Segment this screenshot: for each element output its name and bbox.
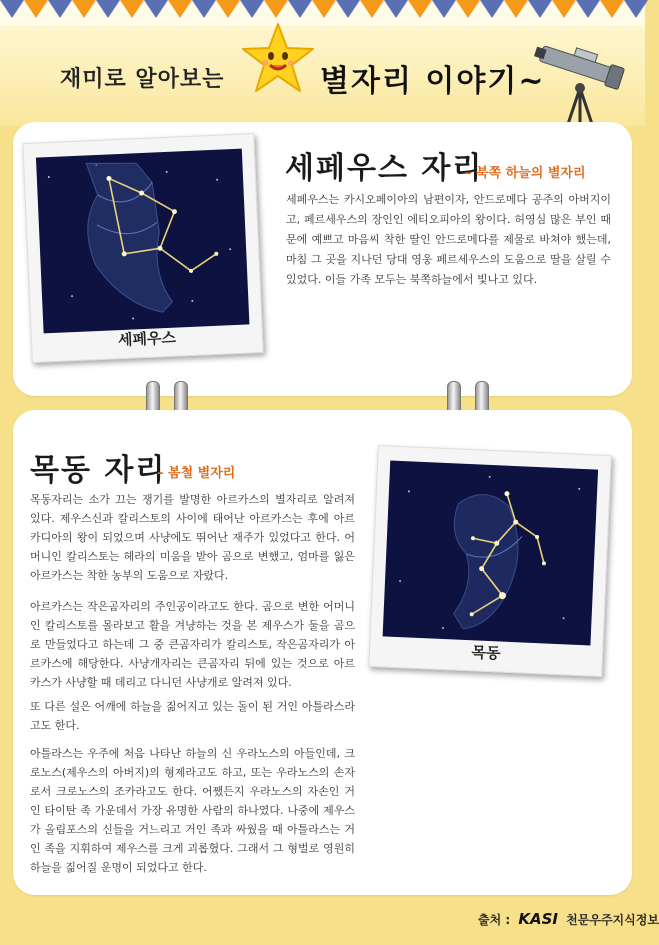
bunting-flag — [120, 0, 144, 18]
bootes-constellation-image — [383, 461, 598, 646]
bunting-flag — [504, 0, 528, 18]
bunting-flag — [360, 0, 384, 18]
bootes-paragraph-1: 목동자리는 소가 끄는 쟁기를 발명한 아르카스의 별자리로 알려져 있다. 제우스신과 칼리스토의 사이에 태어난 아르카스는 후에 아르카디아의 왕이 되었으며 사냥에도 뛰어난 재주가 있었다고 한다. 어머니인 칼리스토는 헤라의 미움을 받아 곰으로 변했고, 엄마를 잃은 아르카스는 착한 농부의 도움으로 자랐다. — [30, 493, 355, 582]
bootes-photo-caption: 목동 — [471, 643, 501, 663]
cepheus-photo — [22, 133, 263, 363]
bootes-paragraph-4: 아틀라스는 우주에 처음 나타난 하늘의 신 우라노스의 아들인데, 크로노스(제우스의 아버지)의 형제라고도 하고, 또는 우라노스의 손자로서 크로노스의 조카라고도 한다. 어쨌든지 우라노스의 자손인 거인 타이탄 족 가운데서 가장 유명한 사람의 하나였다. 나중에 제우스가 올림포스의 신들을 거느리고 거인 족과 싸웠을 때 아틀라스는 거인 족을 지휘하여 제우스를 크게 괴롭혔다. 그래서 그 형벌로 영원히 하늘을 짊어질 운명이 되었다고 한다. — [30, 747, 355, 874]
bunting-flag — [48, 0, 72, 18]
bootes-subtitle: – 봄철 별자리 — [157, 466, 236, 481]
bunting-flag — [624, 0, 648, 18]
bootes-photo — [368, 445, 611, 677]
bunting-flag — [408, 0, 432, 18]
bunting-flag — [288, 0, 312, 18]
bunting-flag — [456, 0, 480, 18]
source-label: 출처 : — [478, 913, 511, 927]
bunting-flag — [96, 0, 120, 18]
bunting-flag — [552, 0, 576, 18]
cepheus-title: 세페우스 자리 — [285, 151, 484, 186]
bunting-flag — [240, 0, 264, 18]
source-org-name: 천문우주지식정보 — [566, 913, 659, 927]
cepheus-description: 세페우스는 카시오페이아의 남편이자, 안드로메다 공주의 아버지이고, 페르세우스의 장인인 에티오피아의 왕이다. 허영심 많은 부인 때문에 예쁘고 마음씨 착한 딸인 안드로메다를 제물로 바쳐야 했는데, 마침 그 곳을 지나던 당대 영웅 페르세우스의 도움으로 딸을 살릴 수 있었다. 이들 가족 모두는 북쪽하늘에서 빛나고 있다. — [286, 193, 611, 286]
bootes-paragraph-2: 아르카스는 작은곰자리의 주인공이라고도 한다. 곰으로 변한 어머니인 칼리스토를 몰라보고 활을 겨냥하는 것을 본 제우스가 둘을 곰으로 만들었다고 하는데 그 중 큰곰자리가 칼리스토, 작은곰자리가 아르카스에 해당한다. 사냥개자리는 큰곰자리 뒤에 있는 것으로 아르카스가 사냥할 때 데리고 다니던 사냥개로 알려져 있다. — [30, 600, 355, 689]
bunting-flag — [600, 0, 624, 18]
header-title-left: 재미로 알아보는 — [60, 67, 225, 92]
kasi-logo: KASI — [518, 910, 558, 928]
bunting-flag — [264, 0, 288, 18]
bunting-flag — [480, 0, 504, 18]
bunting-flag — [24, 0, 48, 18]
bunting-flag — [432, 0, 456, 18]
bunting-flag — [192, 0, 216, 18]
bunting-flag — [312, 0, 336, 18]
bunting-banner — [0, 0, 645, 26]
bunting-flag — [144, 0, 168, 18]
bunting-flag — [168, 0, 192, 18]
cepheus-constellation-image — [36, 149, 249, 334]
bunting-flag — [0, 0, 24, 18]
bunting-flag — [384, 0, 408, 18]
bunting-flag — [336, 0, 360, 18]
bootes-title: 목동 자리 — [30, 453, 167, 488]
bootes-paragraph-3: 또 다른 설은 어깨에 하늘을 짊어지고 있는 돌이 된 거인 아틀라스라고도 한다. — [30, 700, 355, 732]
smiling-star-icon — [240, 20, 316, 100]
bunting-flag — [576, 0, 600, 18]
bunting-flag — [528, 0, 552, 18]
header-title-right: 별자리 이야기~ — [320, 64, 546, 99]
bunting-flag — [216, 0, 240, 18]
cepheus-subtitle: – 북쪽 하늘의 별자리 — [465, 166, 586, 181]
bunting-flag — [72, 0, 96, 18]
cepheus-photo-caption: 세페우스 — [117, 328, 177, 350]
source-footer — [478, 910, 659, 928]
